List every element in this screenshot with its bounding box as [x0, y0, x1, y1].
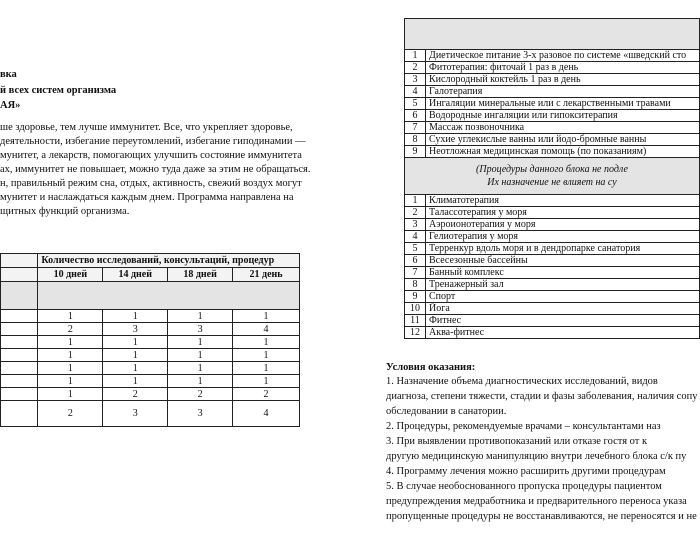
procedure-name: Фитотерапия: фиточай 1 раз в день: [426, 62, 700, 74]
condition-line: обследовании в санатории.: [386, 406, 507, 417]
column-header: 18 дней: [168, 268, 233, 282]
procedure-name: Аква-фитнес: [426, 327, 700, 339]
procedure-name: Всесезонные бассейны: [426, 255, 700, 267]
row-number: 2: [405, 207, 426, 219]
table-row: 1 1 1 1: [1, 336, 300, 349]
procedure-name: Тренажерный зал: [426, 279, 700, 291]
table-row: [405, 267, 700, 279]
row-number: 12: [405, 327, 426, 339]
table-section-row: [405, 19, 700, 50]
note-line-1: (Процедуры данного блока не подле: [476, 164, 628, 175]
procedures-count-table: [0, 253, 300, 427]
procedure-name: Диетическое питание 3-х разовое по системе «шведский сто: [426, 50, 700, 62]
table-row: [405, 291, 700, 303]
row-number: 11: [405, 315, 426, 327]
paragraph-line: мунитет и наслаждаться каждым днем. Программа направлена на: [0, 192, 294, 203]
table-row: [405, 62, 700, 74]
row-number: 7: [405, 122, 426, 134]
column-header: 21 день: [233, 268, 300, 282]
condition-line: пропущенные процедуры не восстанавливаются, не переносятся и не: [386, 511, 697, 522]
procedure-name: Массаж позвоночника: [426, 122, 700, 134]
row-number: 7: [405, 267, 426, 279]
table-section-row: [1, 282, 300, 310]
row-number: 8: [405, 279, 426, 291]
heading-line-2: й всех систем организма: [0, 85, 117, 96]
table-row: [405, 207, 700, 219]
condition-line: 2. Процедуры, рекомендуемые врачами – консультантами наз: [386, 421, 661, 432]
row-number: 1: [405, 195, 426, 207]
row-number: 8: [405, 134, 426, 146]
procedure-name: Банный комплекс: [426, 267, 700, 279]
row-number: 6: [405, 255, 426, 267]
condition-line: 5. В случае необоснованного пропуска процедуры пациентом: [386, 481, 662, 492]
column-header: 10 дней: [38, 268, 103, 282]
conditions-title: Условия оказания:: [386, 362, 476, 373]
paragraph-line: н, правильный режим сна, отдых, активность, свежий воздух могут: [0, 178, 302, 189]
procedure-name: Галотерапия: [426, 86, 700, 98]
right-page: [356, 0, 700, 540]
row-number: 9: [405, 146, 426, 158]
optional-block-note-row: [405, 158, 700, 195]
row-number: 4: [405, 231, 426, 243]
table-row: 1 1 1 1: [1, 362, 300, 375]
procedure-name: Гелиотерапия у моря: [426, 231, 700, 243]
table-title: Количество исследований, консультаций, процедур: [38, 254, 300, 268]
row-number: 5: [405, 98, 426, 110]
table-row: [405, 195, 700, 207]
table-row: 2 3 3 4: [1, 323, 300, 336]
note-line-2: Их назначение не влияет на су: [487, 177, 617, 188]
row-number: 1: [405, 50, 426, 62]
table-row: [405, 86, 700, 98]
procedure-name: Спорт: [426, 291, 700, 303]
procedure-name: Кислородный коктейль 1 раз в день: [426, 74, 700, 86]
procedure-name: Сухие углекислые ванны или йодо-бромные ванны: [426, 134, 700, 146]
table-row: [405, 110, 700, 122]
procedure-name: Йога: [426, 303, 700, 315]
paragraph-line: ше здоровье, тем лучше иммунитет. Все, что укрепляет здоровье,: [0, 122, 293, 133]
procedure-name: Водородные ингаляции или гипокситерапия: [426, 110, 700, 122]
procedure-name: Фитнес: [426, 315, 700, 327]
table-row: [405, 279, 700, 291]
procedure-name: Терренкур вдоль моря и в дендропарке санатория: [426, 243, 700, 255]
condition-line: 4. Программу лечения можно расширить другими процедурам: [386, 466, 666, 477]
row-number: 5: [405, 243, 426, 255]
row-number: 2: [405, 62, 426, 74]
row-number: 4: [405, 86, 426, 98]
procedure-name: Талассотерапия у моря: [426, 207, 700, 219]
table-row: [405, 303, 700, 315]
condition-line: 3. При выявлении противопоказаний или отказе гостя от к: [386, 436, 648, 447]
condition-line: 1. Назначение объема диагностических исследований, видов: [386, 376, 658, 387]
table-row: [405, 315, 700, 327]
column-header: 14 дней: [103, 268, 168, 282]
table-row: [405, 134, 700, 146]
procedure-name: Ингаляции минеральные или с лекарственными травами: [426, 98, 700, 110]
procedure-name: Климатотерапия: [426, 195, 700, 207]
row-number: 9: [405, 291, 426, 303]
table-row: [405, 243, 700, 255]
paragraph-line: ах, иммунитет не повышает, можно туда даже за этим не обращаться.: [0, 164, 311, 175]
condition-line: диагноза, степени тяжести, стадии и фазы заболевания, наличия сопу: [386, 391, 698, 402]
table-row: [405, 327, 700, 339]
condition-line: другую медицинскую манипуляцию внутри лечебного блока с/к пу: [386, 451, 687, 462]
table-row: [405, 74, 700, 86]
left-page: [0, 0, 340, 540]
table-row: [405, 231, 700, 243]
row-number: 6: [405, 110, 426, 122]
table-row: 1 1 1 1: [1, 349, 300, 362]
heading-line-1: вка: [0, 69, 17, 80]
heading-line-3: АЯ»: [0, 100, 21, 111]
table-row: [405, 255, 700, 267]
table-row: 2 3 3 4: [1, 401, 300, 427]
table-row: 1 1 1 1: [1, 310, 300, 323]
table-row: 1 1 1 1: [1, 375, 300, 388]
row-number: 3: [405, 74, 426, 86]
paragraph-line: деятельности, избегание переутомлений, избегание гиподинамии —: [0, 136, 306, 147]
row-number: 3: [405, 219, 426, 231]
procedure-name: Неотложная медицинская помощь (по показаниям): [426, 146, 700, 158]
paragraph-line: щитных функций организма.: [0, 206, 130, 217]
table-row: [405, 146, 700, 158]
paragraph-line: мунитет, а лекарств, помогающих улучшить состояние иммунитета: [0, 150, 302, 161]
table-row: [405, 50, 700, 62]
row-number: 10: [405, 303, 426, 315]
table-row: 1 2 2 2: [1, 388, 300, 401]
program-procedures-table: [404, 18, 700, 339]
procedure-name: Аэроионотерапия у моря: [426, 219, 700, 231]
table-row: [405, 98, 700, 110]
table-row: [405, 219, 700, 231]
table-row: [405, 122, 700, 134]
condition-line: предупреждения медработника и предварительного переноса указа: [386, 496, 687, 507]
